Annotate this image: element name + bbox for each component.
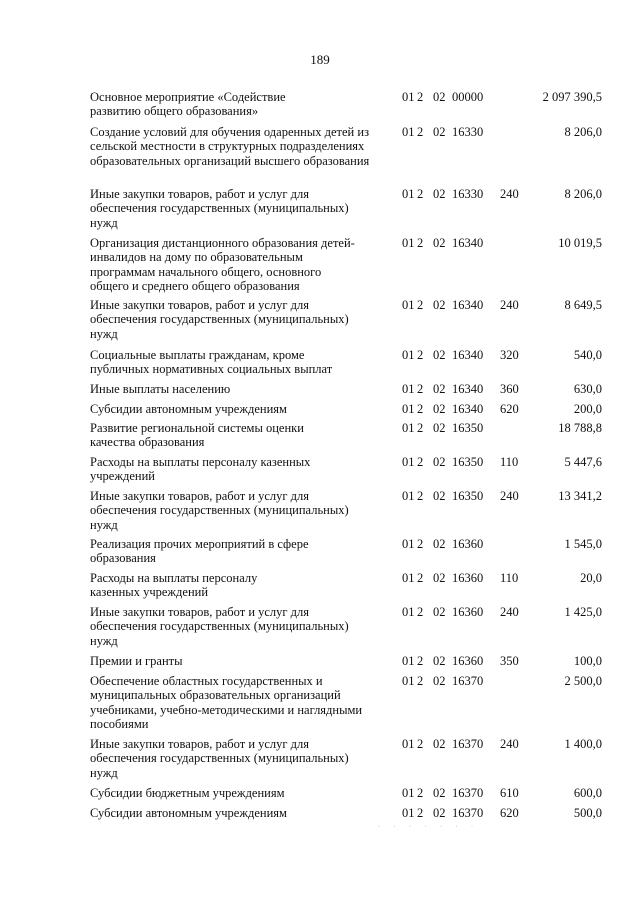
code-program: 2 xyxy=(417,382,424,396)
row-name: Основное мероприятие «Содействие развитию общего образования» xyxy=(90,90,286,119)
code-direction: 16360 xyxy=(452,605,484,619)
code-subprogram: 02 xyxy=(433,571,446,585)
row-name: Иные закупки товаров, работ и услуг для обеспечения государственных (муниципальных) нужд xyxy=(90,605,349,648)
row-name: Развитие региональной системы оценки качества образования xyxy=(90,421,304,450)
code-program: 2 xyxy=(417,298,424,312)
code-subprogram: 02 xyxy=(433,348,446,362)
code-section: 01 xyxy=(402,348,415,362)
code-program: 2 xyxy=(417,125,424,139)
expense-type: 350 xyxy=(500,654,519,668)
code-program: 2 xyxy=(417,348,424,362)
code-section: 01 xyxy=(402,236,415,250)
amount: 500,0 xyxy=(573,806,602,820)
code-subprogram: 02 xyxy=(433,455,446,469)
amount: 5 447,6 xyxy=(564,455,602,469)
row-name: Иные закупки товаров, работ и услуг для обеспечения государственных (муниципальных) нужд xyxy=(90,489,349,532)
amount: 8 649,5 xyxy=(564,298,602,312)
amount: 100,0 xyxy=(573,654,602,668)
code-program: 2 xyxy=(417,90,424,104)
code-subprogram: 02 xyxy=(433,402,446,416)
scan-artifact: · · · · · · · xyxy=(378,824,479,830)
code-subprogram: 02 xyxy=(433,90,446,104)
row-name: Расходы на выплаты персоналу казенных учреждений xyxy=(90,455,311,484)
expense-type: 240 xyxy=(500,298,519,312)
amount: 8 206,0 xyxy=(564,187,602,201)
row-name: Расходы на выплаты персоналу казенных учреждений xyxy=(90,571,258,600)
row-name: Субсидии бюджетным учреждениям xyxy=(90,786,285,800)
code-direction: 16340 xyxy=(452,382,484,396)
expense-type: 320 xyxy=(500,348,519,362)
amount: 2 097 390,5 xyxy=(542,90,602,104)
code-program: 2 xyxy=(417,605,424,619)
code-program: 2 xyxy=(417,489,424,503)
code-subprogram: 02 xyxy=(433,187,446,201)
code-section: 01 xyxy=(402,90,415,104)
amount: 1 400,0 xyxy=(564,737,602,751)
expense-type: 240 xyxy=(500,187,519,201)
code-section: 01 xyxy=(402,382,415,396)
code-subprogram: 02 xyxy=(433,737,446,751)
row-name: Создание условий для обучения одаренных детей из сельской местности в структурных подразделениях образовательных организаций высшего образования xyxy=(90,125,370,168)
row-name: Реализация прочих мероприятий в сфере образования xyxy=(90,537,309,566)
row-name: Иные закупки товаров, работ и услуг для обеспечения государственных (муниципальных) нужд xyxy=(90,187,349,230)
row-name: Организация дистанционного образования детей-инвалидов на дому по образовательным программам начального общего, основного общего и среднего общего образования xyxy=(90,236,355,294)
code-section: 01 xyxy=(402,605,415,619)
amount: 18 788,8 xyxy=(558,421,602,435)
expense-type: 360 xyxy=(500,382,519,396)
row-name: Иные закупки товаров, работ и услуг для обеспечения государственных (муниципальных) нужд xyxy=(90,737,349,780)
code-program: 2 xyxy=(417,674,424,688)
amount: 8 206,0 xyxy=(564,125,602,139)
code-subprogram: 02 xyxy=(433,786,446,800)
code-direction: 16340 xyxy=(452,298,484,312)
code-direction: 16340 xyxy=(452,236,484,250)
amount: 13 341,2 xyxy=(558,489,602,503)
row-name: Субсидии автономным учреждениям xyxy=(90,402,287,416)
code-program: 2 xyxy=(417,786,424,800)
expense-type: 110 xyxy=(500,455,519,469)
amount: 1 425,0 xyxy=(564,605,602,619)
row-name: Субсидии автономным учреждениям xyxy=(90,806,287,820)
code-section: 01 xyxy=(402,786,415,800)
code-direction: 16370 xyxy=(452,806,484,820)
code-section: 01 xyxy=(402,298,415,312)
code-section: 01 xyxy=(402,489,415,503)
code-subprogram: 02 xyxy=(433,382,446,396)
row-name: Обеспечение областных государственных и муниципальных образовательных организаций учебниками, учебно-методическими и наглядными пособиями xyxy=(90,674,363,732)
code-subprogram: 02 xyxy=(433,421,446,435)
code-subprogram: 02 xyxy=(433,674,446,688)
code-direction: 16350 xyxy=(452,455,484,469)
code-program: 2 xyxy=(417,571,424,585)
code-section: 01 xyxy=(402,537,415,551)
code-section: 01 xyxy=(402,571,415,585)
code-section: 01 xyxy=(402,402,415,416)
code-section: 01 xyxy=(402,806,415,820)
amount: 200,0 xyxy=(573,402,602,416)
code-section: 01 xyxy=(402,455,415,469)
code-subprogram: 02 xyxy=(433,806,446,820)
amount: 2 500,0 xyxy=(564,674,602,688)
code-program: 2 xyxy=(417,537,424,551)
row-name: Социальные выплаты гражданам, кроме публичных нормативных социальных выплат xyxy=(90,348,333,377)
code-direction: 16370 xyxy=(452,786,484,800)
code-direction: 16330 xyxy=(452,187,484,201)
page-number: 189 xyxy=(310,52,330,67)
code-subprogram: 02 xyxy=(433,537,446,551)
code-program: 2 xyxy=(417,455,424,469)
code-section: 01 xyxy=(402,654,415,668)
expense-type: 610 xyxy=(500,786,519,800)
code-direction: 16350 xyxy=(452,489,484,503)
code-direction: 16370 xyxy=(452,737,484,751)
row-name: Иные выплаты населению xyxy=(90,382,231,396)
amount: 10 019,5 xyxy=(558,236,602,250)
expense-type: 620 xyxy=(500,806,519,820)
code-subprogram: 02 xyxy=(433,236,446,250)
code-section: 01 xyxy=(402,125,415,139)
code-direction: 16340 xyxy=(452,348,484,362)
amount: 20,0 xyxy=(580,571,602,585)
code-section: 01 xyxy=(402,187,415,201)
code-section: 01 xyxy=(402,674,415,688)
code-subprogram: 02 xyxy=(433,298,446,312)
code-direction: 16360 xyxy=(452,654,484,668)
code-program: 2 xyxy=(417,187,424,201)
amount: 600,0 xyxy=(573,786,602,800)
code-direction: 16350 xyxy=(452,421,484,435)
expense-type: 240 xyxy=(500,737,519,751)
code-subprogram: 02 xyxy=(433,605,446,619)
code-direction: 16370 xyxy=(452,674,484,688)
code-direction: 16330 xyxy=(452,125,484,139)
code-direction: 00000 xyxy=(452,90,484,104)
code-subprogram: 02 xyxy=(433,125,446,139)
row-name: Премии и гранты xyxy=(90,654,183,668)
amount: 540,0 xyxy=(573,348,602,362)
code-direction: 16340 xyxy=(452,402,484,416)
code-section: 01 xyxy=(402,737,415,751)
expense-type: 110 xyxy=(500,571,519,585)
code-subprogram: 02 xyxy=(433,489,446,503)
expense-type: 620 xyxy=(500,402,519,416)
code-program: 2 xyxy=(417,654,424,668)
code-program: 2 xyxy=(417,236,424,250)
expense-type: 240 xyxy=(500,605,519,619)
code-direction: 16360 xyxy=(452,571,484,585)
code-program: 2 xyxy=(417,421,424,435)
code-program: 2 xyxy=(417,737,424,751)
row-name: Иные закупки товаров, работ и услуг для обеспечения государственных (муниципальных) нужд xyxy=(90,298,349,341)
expense-type: 240 xyxy=(500,489,519,503)
amount: 630,0 xyxy=(573,382,602,396)
code-program: 2 xyxy=(417,806,424,820)
code-program: 2 xyxy=(417,402,424,416)
amount: 1 545,0 xyxy=(564,537,602,551)
code-subprogram: 02 xyxy=(433,654,446,668)
code-direction: 16360 xyxy=(452,537,484,551)
code-section: 01 xyxy=(402,421,415,435)
